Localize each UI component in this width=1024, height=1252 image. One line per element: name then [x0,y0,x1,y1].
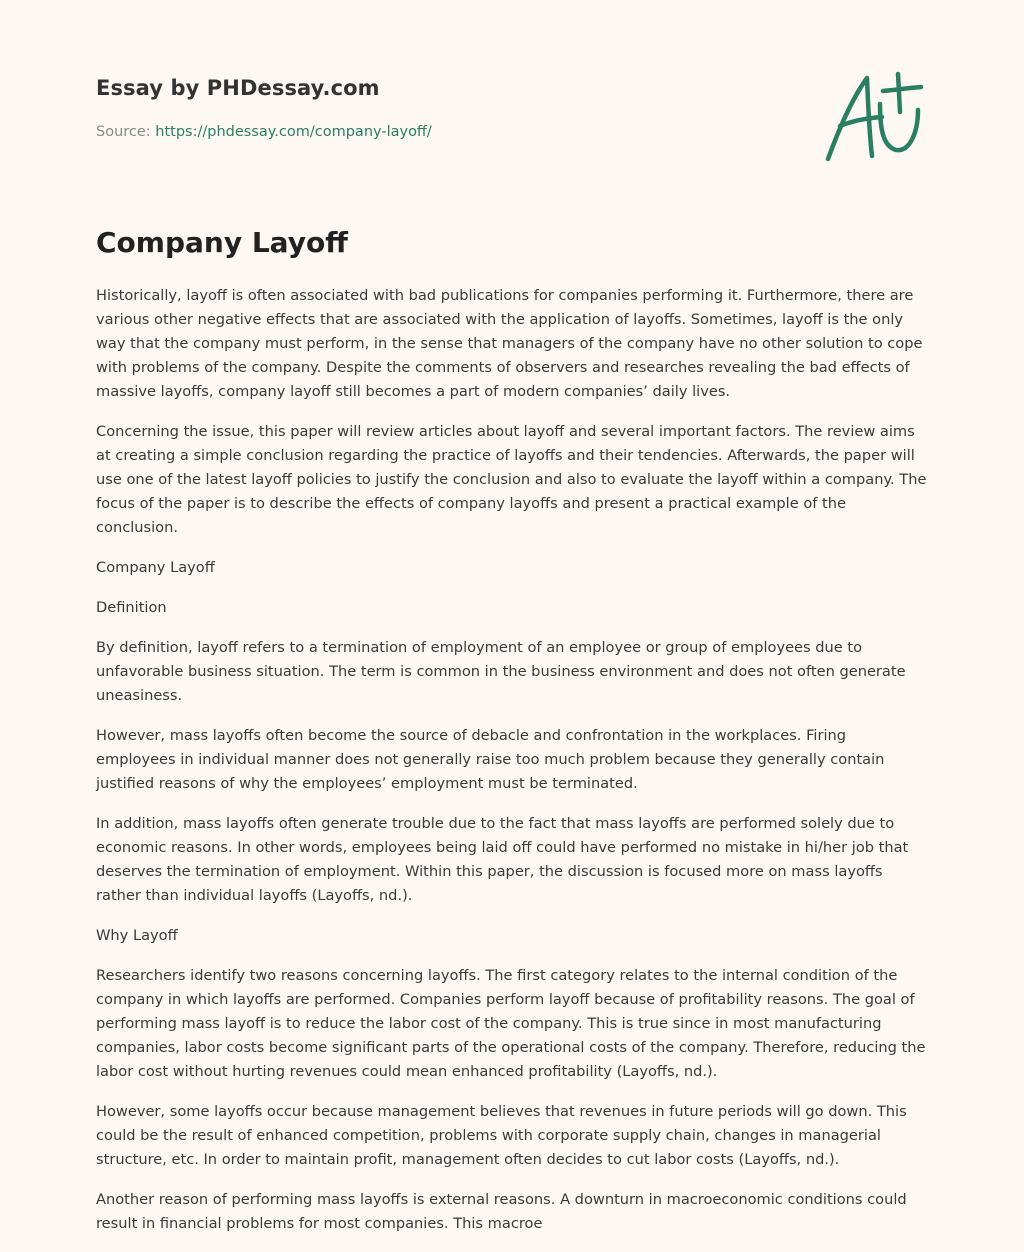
paragraph: However, mass layoffs often become the source of debacle and confrontation in the workplaces. Firing employees in individual manner does not generally raise too much problem because they generally contain justified reasons of why the employees’ employment must be terminated. [96,727,885,792]
section-heading: Why Layoff [96,927,178,944]
source-line [96,124,432,140]
site-brand: Essay by PHDessay.com [96,76,380,100]
section-heading: Company Layoff [96,559,215,576]
paragraph: Another reason of performing mass layoffs is external reasons. A downturn in macroeconomic conditions could result in financial problems for most companies. This macroe [96,1191,907,1232]
essay-body [96,284,928,1252]
paragraph: Researchers identify two reasons concerning layoffs. The first category relates to the internal condition of the company in which layoffs are performed. Companies perform layoff because of profitability reasons. The goal of performing mass layoff is to reduce the labor cost of the company. This is true since in most manufacturing companies, labor costs become significant parts of the operational costs of the company. Therefore, reducing the labor cost without hurting revenues could mean enhanced profitability (Layoffs, nd.). [96,967,926,1080]
paragraph: Concerning the issue, this paper will review articles about layoff and several important factors. The review aims at creating a simple conclusion regarding the practice of layoffs and their tendencies. Afterwards, the paper will use one of the latest layoff policies to justify the conclusion and also to evaluate the layoff within a company. The focus of the paper is to describe the effects of company layoffs and present a practical example of the conclusion. [96,423,927,536]
a-plus-grade-icon [820,66,928,166]
essay-title: Company Layoff [96,226,348,259]
section-heading: Definition [96,599,167,616]
paragraph: By definition, layoff refers to a termination of employment of an employee or group of employees due to unfavorable business situation. The term is common in the business environment and does not often generate uneasiness. [96,639,906,704]
paragraph: However, some layoffs occur because management believes that revenues in future periods will go down. This could be the result of enhanced competition, problems with corporate supply chain, changes in managerial structure, etc. In order to maintain profit, management often decides to cut labor costs (Layoffs, nd.). [96,1103,907,1168]
paragraph: In addition, mass layoffs often generate trouble due to the fact that mass layoffs are performed solely due to economic reasons. In other words, employees being laid off could have performed no mistake in hi/her job that deserves the termination of employment. Within this paper, the discussion is focused more on mass layoffs rather than individual layoffs (Layoffs, nd.). [96,815,909,904]
paragraph: Historically, layoff is often associated with bad publications for companies performing it. Furthermore, there are various other negative effects that are associated with the application of layoffs. Sometimes, layoff is the only way that the company must perform, in the sense that managers of the company have no other solution to cope with problems of the company. Despite the comments of observers and researches revealing the bad effects of massive layoffs, company layoff still becomes a part of modern companies’ daily lives. [96,287,923,400]
source-label: Source: [96,124,156,140]
source-link[interactable]: https://phdessay.com/company-layoff/ [155,124,432,140]
